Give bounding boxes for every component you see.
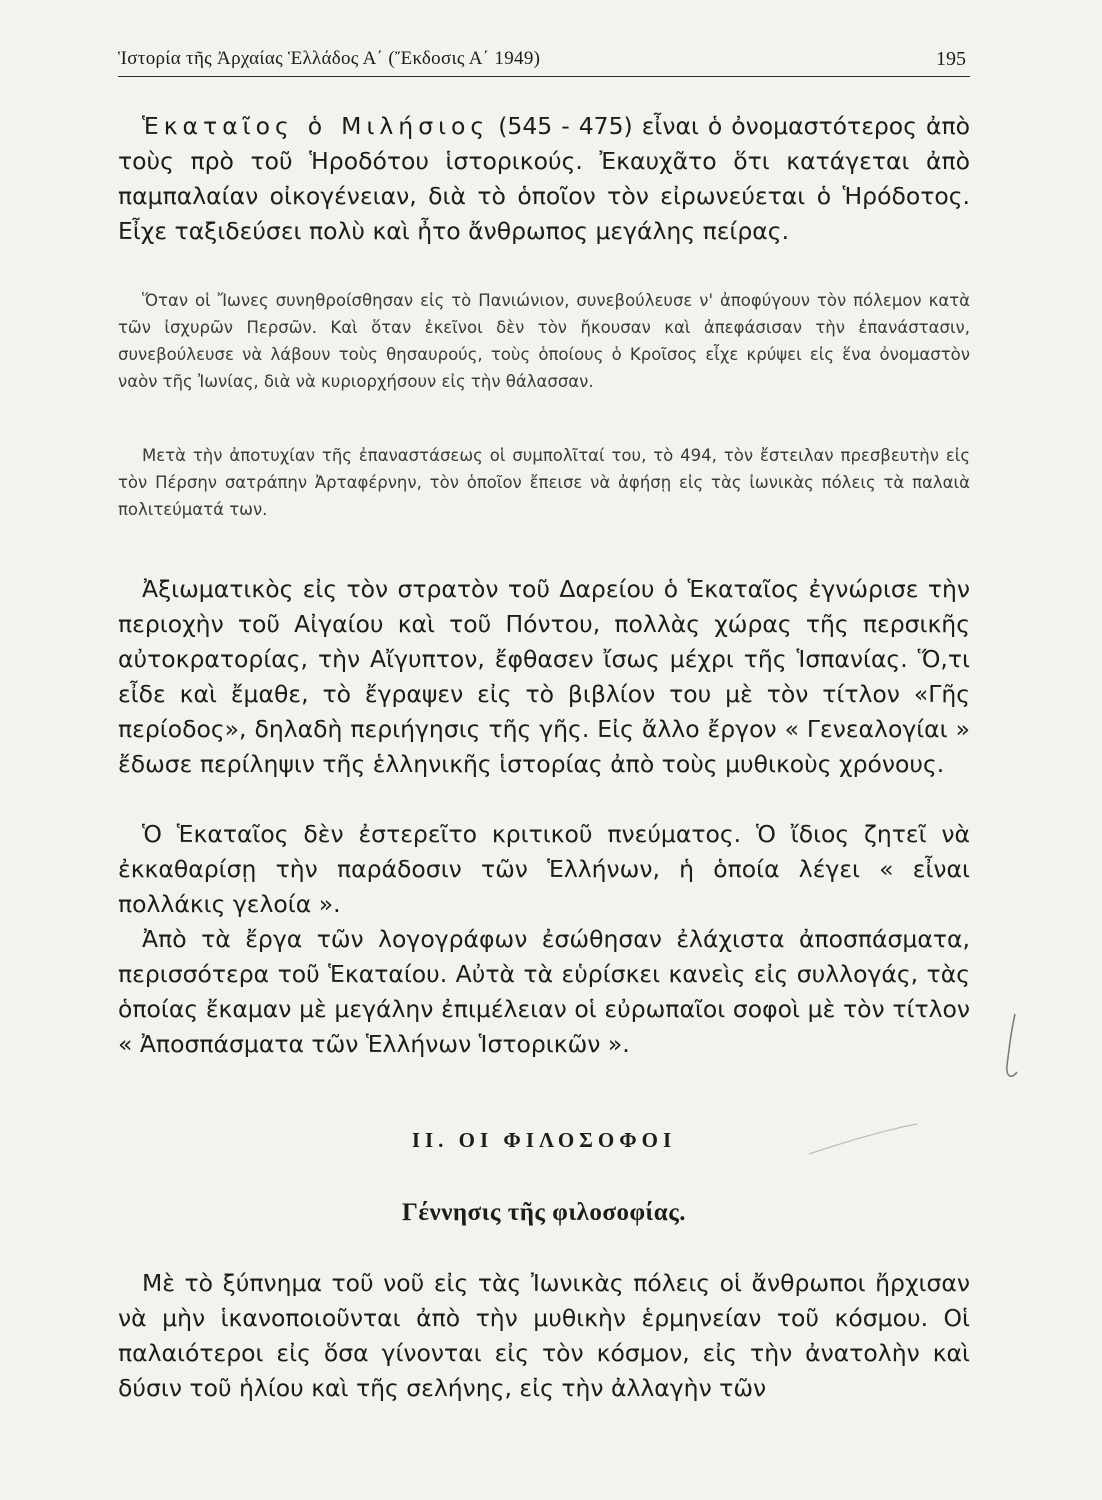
paragraph-travels: Ἀξιωματικὸς εἰς τὸν στρατὸν τοῦ Δαρείου ὁ Ἑκαταῖος ἐγνώρισε τὴν περιοχὴν τοῦ Αἰγαίου καὶ τοῦ Πόντου, πολλὰς χώρας τῆς περσικῆς αὐτοκρατορίας, τὴν Αἴγυπτον, ἔφθασεν ἴσως μέχρι τῆς Ἱσπανίας. Ὅ,τι εἶδε καὶ ἔμαθε, τὸ ἔγραψεν εἰς τὸ βιβλίον του μὲ τὸν τίτλον «Γῆς περίοδος», δηλαδὴ περιήγησις τῆς γῆς. Εἰς ἄλλο ἔργον « Γενεαλογίαι » ἔδωσε περίληψιν τῆς ἑλληνικῆς ἱστορίας ἀπὸ τοὺς μυθικοὺς χρόνους.	[118, 575, 970, 778]
note-paragraph-1: Ὅταν οἱ Ἴωνες συνηθροίσθησαν εἰς τὸ Πανιώνιον, συνεβούλευσε ν' ἀποφύγουν τὸν πόλεμον κατὰ τῶν ἰσχυρῶν Περσῶν. Καὶ ὅταν ἐκεῖνοι δὲν τὸν ἤκουσαν καὶ ἀπεφάσισαν τὴν ἐπανάστασιν, συνεβούλευσε νὰ λάβουν τοὺς θησαυρούς, τοὺς ὁποίους ὁ Κροῖσος εἶχε κρύψει εἰς ἕνα ὀνομαστὸν ναὸν τῆς Ἰωνίας, διὰ νὰ κυριορχήσουν εἰς τὴν θάλασσαν.	[118, 291, 970, 391]
running-title: Ἱστορία τῆς Ἀρχαίας Ἑλλάδος Α΄ (Ἔκδοσις Α΄ 1949)	[118, 48, 541, 69]
section-heading: ΙΙ. ΟΙ ΦΙΛΟΣΟΦΟΙ	[411, 1128, 677, 1152]
pencil-mark	[985, 1010, 1025, 1085]
paragraph-criticism: Ὁ Ἑκαταῖος δὲν ἐστερεῖτο κριτικοῦ πνεύματος. Ὁ ἴδιος ζητεῖ νὰ ἐκκαθαρίσῃ τὴν παράδοσιν τῶν Ἑλλήνων, ἡ ὁποία λέγει « εἶναι πολλάκις γελοία ».	[118, 820, 970, 918]
running-header	[118, 44, 970, 77]
hecataeus-name: Ἑκαταῖος ὁ Μιλήσιος	[142, 112, 490, 140]
paragraph-philosophy: Μὲ τὸ ξύπνημα τοῦ νοῦ εἰς τὰς Ἰωνικὰς πόλεις οἱ ἄνθρωποι ἤρχισαν νὰ μὴν ἱκανοποιοῦνται ἀπὸ τὴν μυθικὴν ἑρμηνείαν τοῦ κόσμου. Οἱ παλαιότεροι εἰς ὅσα γίνονται εἰς τὸν κόσμον, εἰς τὴν ἀνατολὴν καὶ δύσιν τοῦ ἡλίου καὶ τῆς σελήνης, εἰς τὴν ἀλλαγὴν τῶν	[118, 1269, 970, 1402]
intro-paragraph	[118, 109, 970, 249]
page-number: 195	[936, 48, 966, 70]
paragraph-fragments: Ἀπὸ τὰ ἔργα τῶν λογογράφων ἐσώθησαν ἐλάχιστα ἀποσπάσματα, περισσότερα τοῦ Ἑκαταίου. Αὐτὰ τὰ εὑρίσκει κανεὶς εἰς συλλογάς, τὰς ὁποίας ἔκαμαν μὲ μεγάλην ἐπιμέλειαν οἱ εὐρωπαῖοι σοφοὶ μὲ τὸν τίτλον « Ἀποσπάσματα τῶν Ἑλλήνων Ἱστορικῶν ».	[118, 925, 970, 1058]
subheading: Γέννησις τῆς φιλοσοφίας.	[401, 1199, 687, 1226]
note-paragraph-2: Μετὰ τὴν ἀποτυχίαν τῆς ἐπαναστάσεως οἱ συμπολῖταί του, τὸ 494, τὸν ἔστειλαν πρεσβευτὴν εἰς τὸν Πέρσην σατράπην Ἀρταφέρνην, τὸν ὁποῖον ἔπεισε νὰ ἀφήσῃ εἰς τὰς ἰωνικὰς πόλεις τὰ παλαιὰ πολιτεύματά των.	[118, 446, 970, 519]
intro-text: (545 - 475) εἶναι ὁ ὀνομαστότερος ἀπὸ τοὺς πρὸ τοῦ Ἡροδότου ἱστορικούς. Ἐκαυχᾶτο ὅτι κατάγεται ἀπὸ παμπαλαίαν οἰκογένειαν, διὰ τὸ ὁποῖον τὸν εἰρωνεύεται ὁ Ἡρόδοτος. Εἶχε ταξιδεύσει πολὺ καὶ ἦτο ἄνθρωπος μεγάλης πείρας.	[118, 112, 970, 245]
